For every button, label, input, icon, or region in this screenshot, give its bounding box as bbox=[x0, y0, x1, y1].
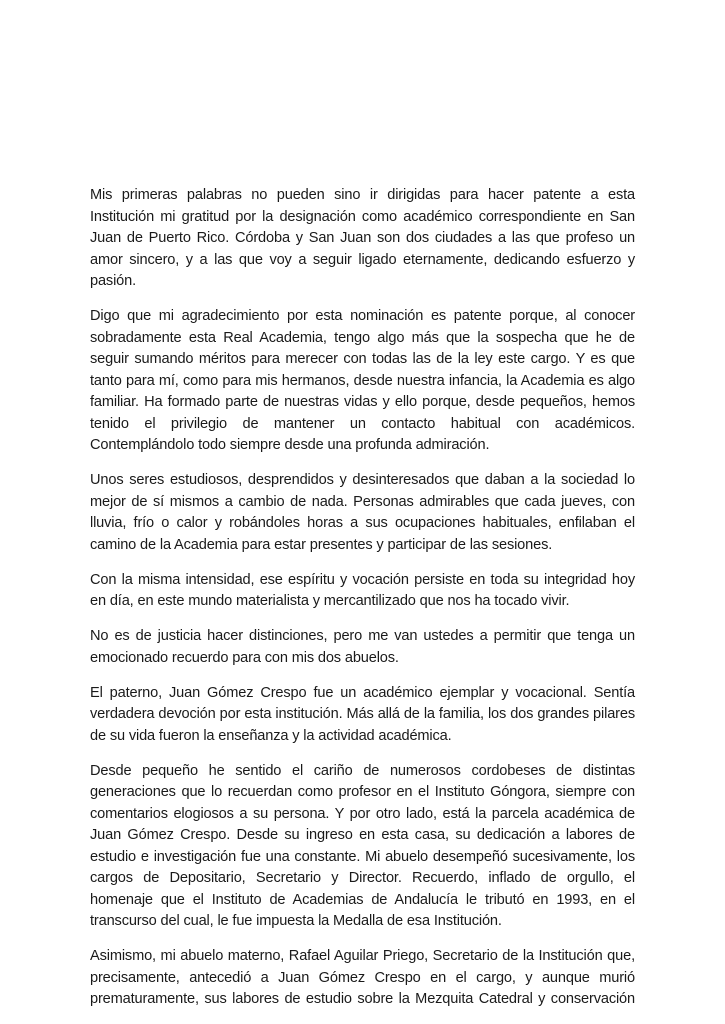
paragraph-5: No es de justicia hacer distinciones, pero me van ustedes a permitir que tenga un emocionado recuerdo para con mis dos abuelos. bbox=[90, 628, 635, 666]
paragraph-2: Digo que mi agradecimiento por esta nominación es patente porque, al conocer sobradamente esta Real Academia, tengo algo más que la sospecha que he de seguir sumando méritos para merecer con todas las de la ley este cargo. Y es que tanto para mí, como para mis hermanos, desde nuestra infancia, la Academia es algo familiar. Ha formado parte de nuestras vidas y ello porque, desde pequeños, hemos tenido el privilegio de mantener un contacto habitual con académicos. Contemplándolo todo siempre desde una profunda admiración. bbox=[90, 308, 635, 453]
paragraph-3: Unos seres estudiosos, desprendidos y desinteresados que daban a la sociedad lo mejor de sí mismos a cambio de nada. Personas admirables que cada jueves, con lluvia, frío o calor y robándoles horas a sus ocupaciones habituales, enfilaban el camino de la Academia para estar presentes y participar de las sesiones. bbox=[90, 472, 635, 553]
paragraph-1: Mis primeras palabras no pueden sino ir dirigidas para hacer patente a esta Institución mi gratitud por la designación como académico correspondiente en San Juan de Puerto Rico. Córdoba y San Juan son dos ciudades a las que profeso un amor sincero, y a las que voy a seguir ligado eternamente, dedicando esfuerzo y pasión. bbox=[90, 187, 635, 289]
paragraph-8: Asimismo, mi abuelo materno, Rafael Aguilar Priego, Secretario de la Institución que, precisamente, antecedió a Juan Gómez Crespo en el cargo, y aunque murió prematuramente, sus labores de estudio sobre la Mezquita Catedral y conservación bbox=[90, 948, 635, 1007]
paragraph-4: Con la misma intensidad, ese espíritu y vocación persiste en toda su integridad hoy en día, en este mundo materialista y mercantilizado que nos ha tocado vivir. bbox=[90, 571, 635, 609]
paragraph-7: Desde pequeño he sentido el cariño de numerosos cordobeses de distintas generaciones que lo recuerdan como profesor en el Instituto Góngora, siempre con comentarios elogiosos a su persona. Y por otro lado, está la parcela académica de Juan Gómez Crespo. Desde su ingreso en esta casa, su dedicación a labores de estudio e investigación fue una constante. Mi abuelo desempeñó sucesivamente, los cargos de Depositario, Secretario y Director. Recuerdo, inflado de orgullo, el homenaje que el Instituto de Academias de Andalucía le tributó en 1993, en el transcurso del cual, le fue impuesta la Medalla de esa Institución. bbox=[90, 762, 635, 929]
body-text bbox=[90, 185, 635, 1024]
paragraph-6: El paterno, Juan Gómez Crespo fue un académico ejemplar y vocacional. Sentía verdadera devoción por esta institución. Más allá de la familia, los dos grandes pilares de su vida fueron la enseñanza y la actividad académica. bbox=[90, 684, 635, 744]
